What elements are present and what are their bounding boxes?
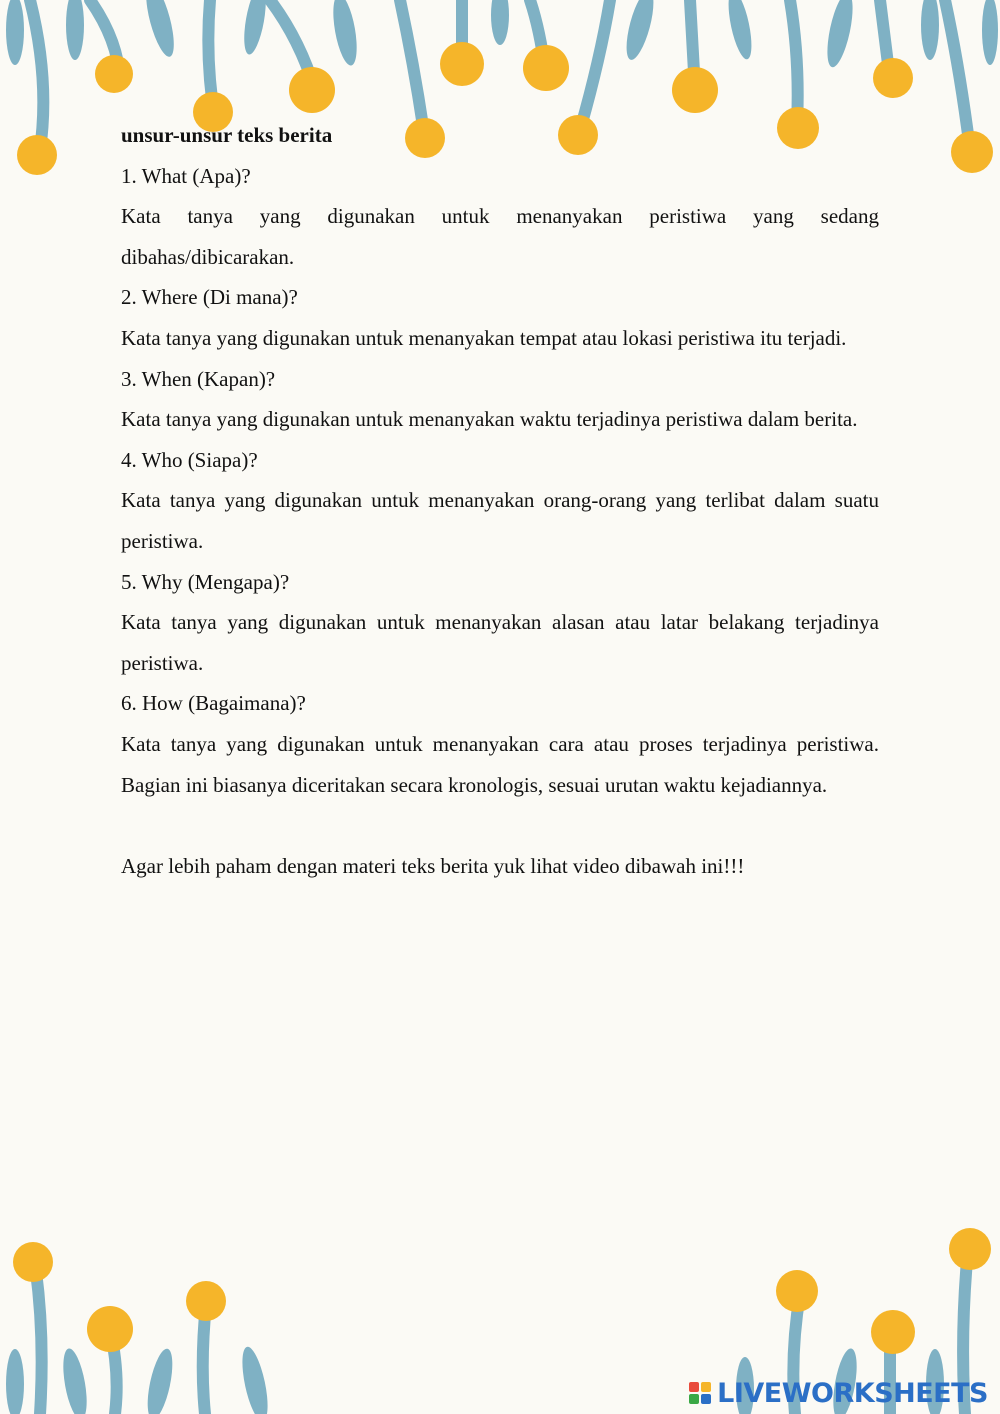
item-text: Kata tanya yang digunakan untuk menanyakan waktu terjadinya peristiwa dalam berita. (121, 407, 858, 432)
item-heading: 3. When (Kapan)? (121, 366, 276, 391)
liveworksheets-logo-icon (689, 1382, 711, 1404)
logo-square (689, 1394, 699, 1404)
item-heading: 4. Who (Siapa)? (121, 447, 258, 472)
item-text: Kata tanya yang digunakan untuk menanyakan alasan atau latar belakang terjadinya peristiwa. (121, 610, 879, 675)
item-heading: 6. How (Bagaimana)? (121, 691, 306, 716)
document-title: unsur-unsur teks berita (121, 123, 333, 147)
item-heading: 5. Why (Mengapa)? (121, 569, 290, 594)
item-text: Kata tanya yang digunakan untuk menanyakan tempat atau lokasi peristiwa itu terjadi. (121, 325, 847, 350)
item-text: Kata tanya yang digunakan untuk menanyakan cara atau proses terjadinya peristiwa. Bagian ini biasanya diceritakan secara kronologis, sesuai urutan waktu kejadiannya. (121, 731, 879, 797)
liveworksheets-brand (689, 1378, 988, 1408)
item-text: Kata tanya yang digunakan untuk menanyakan orang-orang yang terlibat dalam suatu peristiwa. (121, 488, 879, 553)
spacer (121, 805, 879, 846)
item-heading: 1. What (Apa)? (121, 163, 251, 188)
closing-text: Agar lebih paham dengan materi teks berita yuk lihat video dibawah ini!!! (121, 853, 745, 878)
logo-square (701, 1382, 711, 1392)
item-text: Kata tanya yang digunakan untuk menanyakan peristiwa yang sedang dibahas/dibicarakan. (121, 204, 879, 269)
item-heading: 2. Where (Di mana)? (121, 285, 298, 310)
brand-name: LIVEWORKSHEETS (717, 1377, 988, 1409)
logo-square (701, 1394, 711, 1404)
document-body (121, 115, 879, 886)
logo-square (689, 1382, 699, 1392)
